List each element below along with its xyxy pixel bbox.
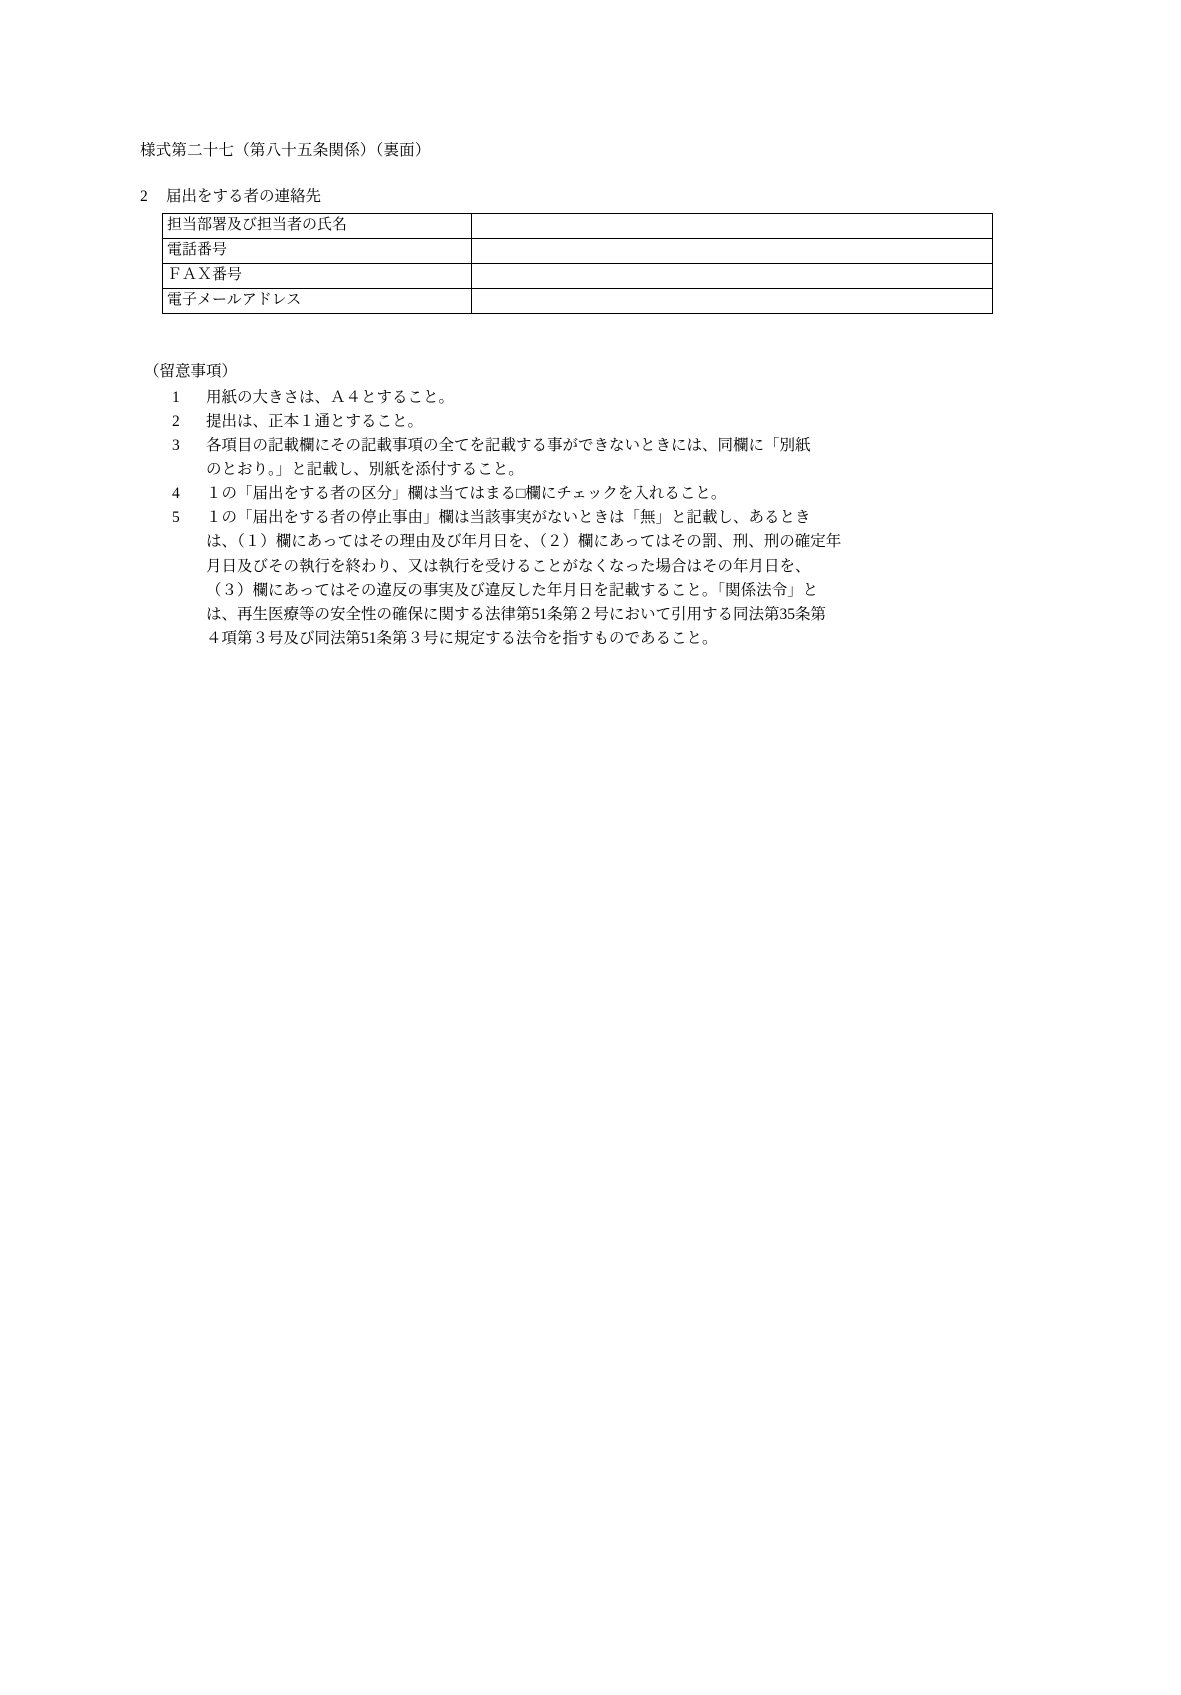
table-row [163,239,993,264]
table-row [163,289,993,314]
table-row [163,214,993,239]
notes-title: （留意事項） [144,363,238,381]
note-item [172,482,970,506]
table-cell-label: 担当部署及び担当者の氏名 [163,214,472,239]
note-body [206,410,970,434]
note-line: （３）欄にあってはその違反の事実及び違反した年月日を記載すること。「関係法令」と [206,581,819,599]
note-line: 用紙の大きさは、Ａ４とすること。 [206,389,455,407]
table-cell-label: 電子メールアドレス [163,289,472,314]
note-number: 1 [172,389,180,407]
note-line: のとおり。」と記載し、別紙を添付すること。 [206,461,524,479]
contact-table [162,213,993,314]
table-cell-value[interactable] [472,239,993,264]
note-body [206,386,970,410]
notes-section [140,360,970,650]
note-line: １の「届出をする者の区分」欄は当てはまる□欄にチェックを入れること。 [206,485,727,503]
table-cell-value[interactable] [472,264,993,289]
note-line: 各項目の記載欄にその記載事項の全てを記載する事ができないときには、同欄に「別紙 [206,437,811,455]
note-line: 月日及びその執行を終わり、又は執行を受けることがなくなった場合はその年月日を、 [206,557,811,575]
table-cell-value[interactable] [472,214,993,239]
document-content [140,140,970,651]
form-header: 様式第二十七（第八十五条関係）（裏面） [140,142,431,159]
note-line: １の「届出をする者の停止事由」欄は当該事実がないときは「無」と記載し、あるとき [206,509,811,527]
table-cell-label: ＦＡＸ番号 [163,264,472,289]
note-body [206,482,970,506]
section-number: 2 [140,187,148,205]
note-line: は、再生医療等の安全性の確保に関する法律第51条第２号において引用する同法第35条第 [206,605,827,623]
note-line: は、（１）欄にあってはその理由及び年月日を、（２）欄にあってはその罰、刑、刑の確定年 [206,533,842,551]
note-item [172,410,970,434]
note-item [172,434,970,482]
note-body [206,434,970,482]
note-item [172,386,970,410]
note-number: 4 [172,485,180,503]
table-cell-label: 電話番号 [163,239,472,264]
note-number: 3 [172,437,180,455]
table-cell-value[interactable] [472,289,993,314]
note-number: 2 [172,413,180,431]
note-line: ４項第３号及び同法第51条第３号に規定する法令を指すものであること。 [206,629,718,647]
note-body [206,506,970,650]
note-line: 提出は、正本１通とすること。 [206,413,424,431]
table-row [163,264,993,289]
note-number: 5 [172,509,180,527]
note-item [172,506,970,650]
section-heading [140,186,970,208]
section-title: 届出をする者の連絡先 [166,187,322,205]
